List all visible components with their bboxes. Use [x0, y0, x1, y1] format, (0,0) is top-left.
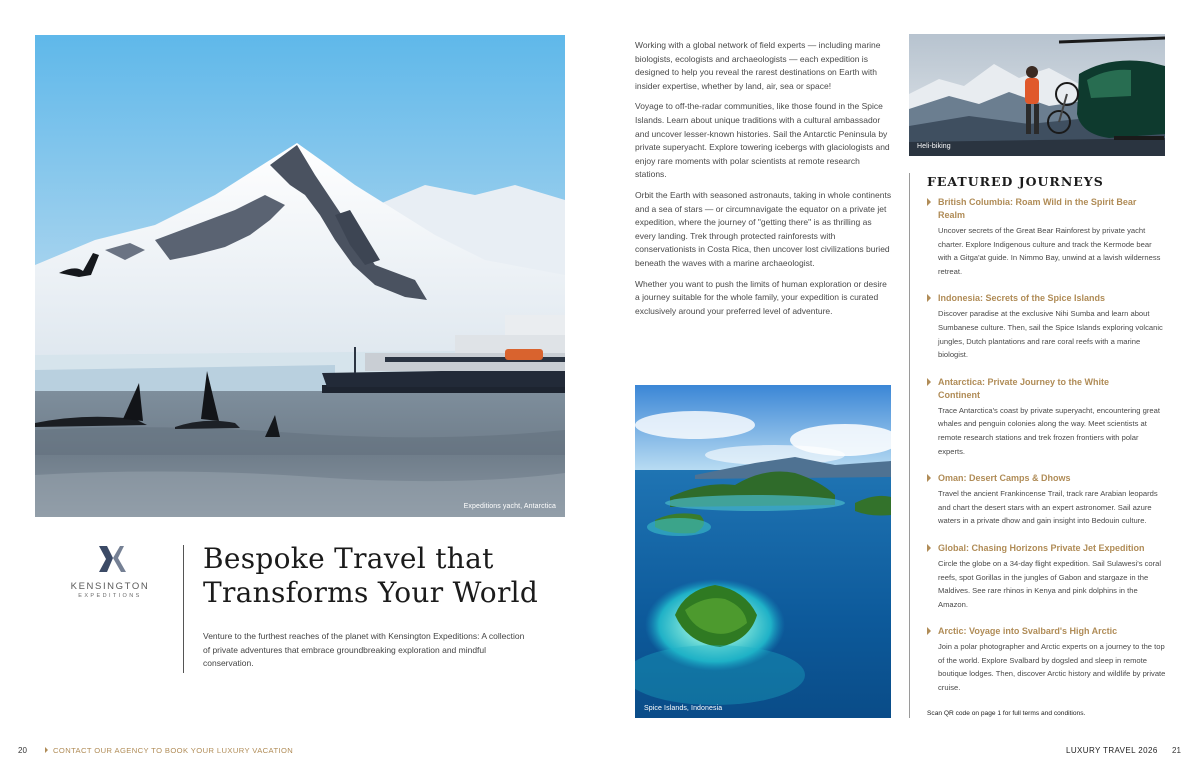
heli-image: [909, 34, 1165, 156]
journey-description: Join a polar photographer and Arctic experts on a journey to the top of the world. Explore Svalbard by dogsled and sleep in remote boutique lodges. Then, discover Arctic history and wildlife by private cruise.: [938, 642, 1166, 693]
kensington-logo: [55, 545, 165, 615]
body-paragraph: Whether you want to push the limits of human exploration or desire a journey suitable for the whole family, your expedition is curated exclusively around your preferred level of adventure.: [635, 278, 887, 316]
headline-line-1: Bespoke Travel that: [203, 542, 494, 575]
caret-right-icon: [927, 294, 931, 302]
body-paragraph: Voyage to off-the-radar communities, like those found in the Spice Islands. Learn about unique traditions with a cultural ambassador and uncover lesser-known histories. Sail the Antarctic Peninsula by private superyacht. Explore towering icebergs with glaciologists and enjoy rare moments with polar scientists at remote research stations.: [635, 101, 890, 180]
featured-journeys-list: [927, 196, 1167, 709]
journey-item[interactable]: [927, 376, 1167, 458]
hero-caption: Expeditions yacht, Antarctica: [463, 503, 556, 510]
caret-right-icon: [927, 198, 931, 206]
journey-item[interactable]: [927, 196, 1167, 278]
journey-item[interactable]: [927, 292, 1167, 361]
body-paragraph: Working with a global network of field experts — including marine biologists, ecologists and archaeologists — each expedition is designed to help you reveal the rarest destinations on Earth with insider expertise, whether by land, air, sea or space!: [635, 40, 881, 91]
journey-title[interactable]: Oman: Desert Camps & Dhows: [938, 473, 1071, 484]
logo-brand-name: KENSINGTON: [70, 581, 150, 592]
kensington-k-logo-icon: [93, 545, 127, 573]
body-paragraph: Orbit the Earth with seasoned astronauts, taking in whole continents and a sea of stars — or circumnavigate the equator on a private jet expedition, where the journey of "getting there" is as thrilling as every landing. Trek through protected rainforests with conservationists in Costa Rica, then uncover lost civilizations buried beneath the waves with a marine archaeologist.: [635, 189, 892, 268]
journey-description: Trace Antarctica's coast by private superyacht, encountering great whales and penguin colonies along the way. Meet scientists at remote research stations and trek frozen frontiers with polar experts.: [938, 405, 1160, 456]
caret-right-icon: [927, 378, 931, 386]
caret-right-icon: [45, 747, 48, 753]
featured-divider: [909, 173, 910, 718]
journey-title[interactable]: Antarctica: Private Journey to the White Continent: [938, 376, 1110, 400]
terms-note: Scan QR code on page 1 for full terms and conditions.: [927, 710, 1086, 717]
journey-title[interactable]: Indonesia: Secrets of the Spice Islands: [938, 293, 1106, 304]
islands-caption: Spice Islands, Indonesia: [644, 705, 723, 712]
caret-right-icon: [927, 544, 931, 552]
photo-heli-biking: [909, 34, 1165, 156]
caret-right-icon: [927, 627, 931, 635]
divider: [183, 545, 184, 673]
heli-caption: Heli-biking: [917, 143, 951, 150]
journey-item[interactable]: [927, 472, 1167, 528]
journey-title[interactable]: Arctic: Voyage into Svalbard's High Arctic: [938, 626, 1118, 637]
page-number-left: 20: [18, 746, 27, 755]
logo-subtitle: EXPEDITIONS: [78, 593, 142, 599]
caret-right-icon: [927, 474, 931, 482]
journey-description: Travel the ancient Frankincense Trail, track rare Arabian leopards and chart the desert stars with an expert astronomer. Sail azure waters in a private dhow and gain insight into Bedouin culture.: [938, 489, 1158, 526]
page-number-right: 21: [1172, 746, 1181, 755]
contact-agency-cta[interactable]: [45, 746, 293, 755]
journey-title[interactable]: Global: Chasing Horizons Private Jet Expedition: [938, 542, 1145, 553]
journey-description: Uncover secrets of the Great Bear Rainforest by private yacht charter. Explore Indigenous culture and track the Kermode bear with a Gitga'at guide. In Nimmo Bay, unwind at a lavish wilderness retreat.: [938, 226, 1161, 276]
islands-image: [635, 385, 891, 718]
page-title: [203, 542, 583, 610]
magazine-title: LUXURY TRAVEL 2026: [1066, 746, 1158, 755]
featured-title: FEATURED JOURNEYS: [927, 174, 1104, 189]
hero-image: [35, 35, 565, 517]
headline-line-2: Transforms Your World: [203, 576, 539, 609]
cta-label: CONTACT OUR AGENCY TO BOOK YOUR LUXURY VACATION: [53, 746, 294, 755]
hero-photo-antarctica: [35, 35, 565, 517]
journey-description: Circle the globe on a 34-day flight expedition. Sail Sulawesi's coral reefs, spot Gorillas in the jungles of Gabon and stargaze in the Maldives. See rare rhinos in Kenya and pink dolphins in the Amazon.: [938, 558, 1162, 609]
intro-text: Venture to the furthest reaches of the planet with Kensington Expeditions: A collection of private adventures that embrace groundbreaking exploration and mindful conservation.: [203, 631, 525, 669]
photo-spice-islands: [635, 385, 891, 718]
journey-title[interactable]: British Columbia: Roam Wild in the Spirit Bear Realm: [938, 197, 1137, 220]
body-column: [635, 39, 893, 325]
journey-item[interactable]: [927, 542, 1167, 611]
journey-item[interactable]: [927, 625, 1167, 694]
journey-description: Discover paradise at the exclusive Nihi Sumba and learn about Sumbanese culture. Then, sail the Spice Islands exploring volcanic jungles, Dutch plantations and rare coral reefs with a marine biologist.: [938, 309, 1163, 360]
